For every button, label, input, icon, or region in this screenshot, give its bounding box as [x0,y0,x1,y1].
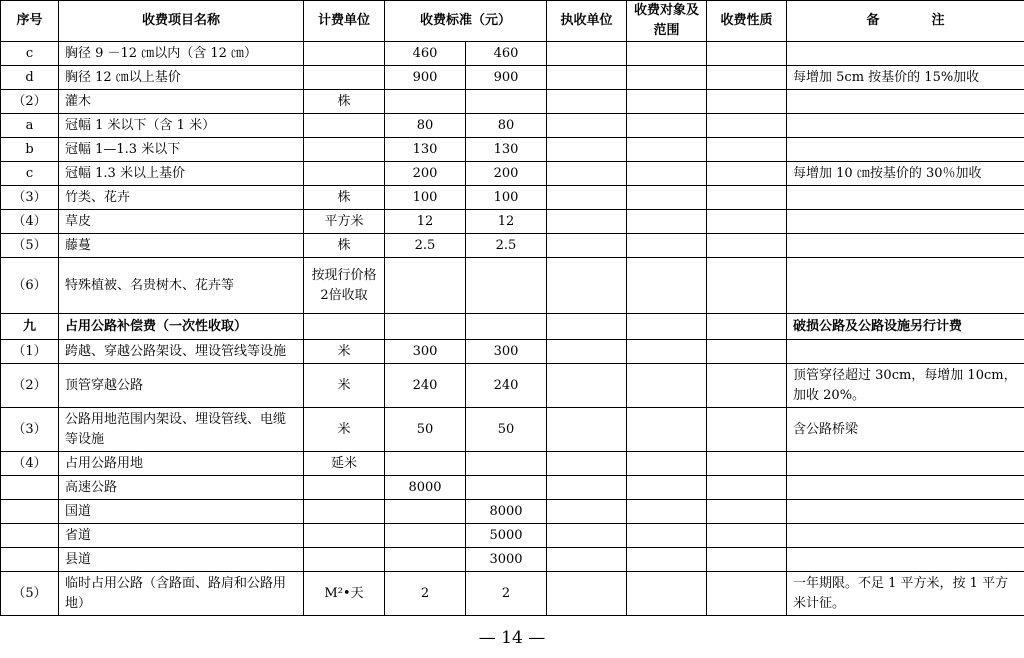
cell-standard-a: 460 [385,42,466,66]
cell-unit [304,548,385,572]
table-row [1,364,1024,408]
cell-scope [627,408,707,452]
cell-seq: b [1,138,59,162]
cell-unit [304,66,385,90]
cell-unit [304,114,385,138]
cell-standard-b [466,90,547,114]
cell-seq: d [1,66,59,90]
cell-agency [547,364,627,408]
table-row [1,572,1024,616]
cell-unit: 延米 [304,452,385,476]
cell-standard-b: 8000 [466,500,547,524]
cell-scope [627,258,707,314]
cell-unit [304,314,385,340]
cell-standard-a [385,314,466,340]
header-unit: 计费单位 [304,1,385,42]
cell-item: 顶管穿越公路 [59,364,304,408]
header-nature: 收费性质 [707,1,787,42]
header-scope: 收费对象及范围 [627,1,707,42]
cell-seq: （1） [1,340,59,364]
cell-seq: （2） [1,90,59,114]
cell-nature [707,572,787,616]
cell-standard-b: 3000 [466,548,547,572]
cell-scope [627,314,707,340]
cell-agency [547,314,627,340]
cell-note [787,258,1024,314]
cell-seq: （5） [1,234,59,258]
cell-item: 灌木 [59,90,304,114]
cell-unit: 按现行价格2倍收取 [304,258,385,314]
header-agency: 执收单位 [547,1,627,42]
cell-standard-b: 100 [466,186,547,210]
cell-agency [547,138,627,162]
cell-item: 跨越、穿越公路架设、埋设管线等设施 [59,340,304,364]
cell-seq: （4） [1,210,59,234]
cell-nature [707,114,787,138]
cell-seq: c [1,162,59,186]
cell-agency [547,500,627,524]
cell-note: 含公路桥梁 [787,408,1024,452]
cell-item: 冠幅 1 米以下（含 1 米） [59,114,304,138]
cell-nature [707,42,787,66]
cell-scope [627,186,707,210]
cell-standard-b [466,476,547,500]
cell-nature [707,548,787,572]
cell-standard-b: 300 [466,340,547,364]
table-row [1,314,1024,340]
cell-note [787,340,1024,364]
cell-item: 冠幅 1.3 米以上基价 [59,162,304,186]
table-row [1,500,1024,524]
cell-nature [707,234,787,258]
cell-unit: 米 [304,364,385,408]
cell-note [787,476,1024,500]
cell-item: 占用公路用地 [59,452,304,476]
cell-scope [627,364,707,408]
cell-agency [547,90,627,114]
table-row [1,548,1024,572]
cell-seq [1,500,59,524]
cell-unit [304,42,385,66]
cell-seq: c [1,42,59,66]
cell-nature [707,186,787,210]
cell-agency [547,114,627,138]
cell-standard-b: 460 [466,42,547,66]
table-row [1,90,1024,114]
cell-note [787,42,1024,66]
cell-standard-a: 80 [385,114,466,138]
table-row [1,524,1024,548]
cell-scope [627,42,707,66]
cell-nature [707,162,787,186]
cell-item: 临时占用公路（含路面、路肩和公路用地） [59,572,304,616]
cell-scope [627,162,707,186]
cell-agency [547,408,627,452]
cell-note [787,210,1024,234]
cell-note [787,452,1024,476]
cell-nature [707,340,787,364]
cell-scope [627,340,707,364]
cell-standard-a: 12 [385,210,466,234]
cell-standard-a [385,500,466,524]
cell-seq: a [1,114,59,138]
cell-agency [547,66,627,90]
cell-note: 破损公路及公路设施另行计费 [787,314,1024,340]
cell-agency [547,186,627,210]
cell-note [787,186,1024,210]
cell-item: 国道 [59,500,304,524]
cell-item: 胸径 12 ㎝以上基价 [59,66,304,90]
cell-scope [627,572,707,616]
cell-item: 藤蔓 [59,234,304,258]
cell-unit: M²•天 [304,572,385,616]
cell-standard-b: 50 [466,408,547,452]
cell-nature [707,364,787,408]
cell-seq: （3） [1,408,59,452]
cell-standard-b: 5000 [466,524,547,548]
cell-standard-b: 80 [466,114,547,138]
cell-scope [627,548,707,572]
cell-standard-a: 50 [385,408,466,452]
cell-agency [547,258,627,314]
cell-note: 顶管穿径超过 30cm，每增加 10cm，加收 20%。 [787,364,1024,408]
cell-standard-a: 130 [385,138,466,162]
cell-nature [707,314,787,340]
cell-agency [547,210,627,234]
cell-standard-b [466,452,547,476]
cell-nature [707,90,787,114]
table-row [1,114,1024,138]
cell-seq: （3） [1,186,59,210]
cell-unit [304,162,385,186]
cell-note: 一年期限。不足 1 平方米，按 1 平方米计征。 [787,572,1024,616]
cell-agency [547,476,627,500]
table-row [1,66,1024,90]
cell-unit: 株 [304,90,385,114]
cell-standard-a: 2.5 [385,234,466,258]
table-row [1,42,1024,66]
cell-scope [627,138,707,162]
cell-item: 竹类、花卉 [59,186,304,210]
cell-standard-b [466,258,547,314]
cell-item: 高速公路 [59,476,304,500]
table-row [1,476,1024,500]
cell-scope [627,476,707,500]
cell-unit [304,524,385,548]
cell-item: 特殊植被、名贵树木、花卉等 [59,258,304,314]
cell-unit [304,476,385,500]
cell-scope [627,90,707,114]
cell-seq [1,524,59,548]
cell-nature [707,66,787,90]
cell-note [787,234,1024,258]
cell-nature [707,210,787,234]
cell-seq: （2） [1,364,59,408]
cell-nature [707,408,787,452]
cell-nature [707,258,787,314]
cell-item: 县道 [59,548,304,572]
cell-standard-a: 8000 [385,476,466,500]
cell-item: 省道 [59,524,304,548]
cell-standard-a: 100 [385,186,466,210]
cell-unit: 株 [304,186,385,210]
cell-agency [547,234,627,258]
cell-note: 每增加 5cm 按基价的 15%加收 [787,66,1024,90]
cell-agency [547,572,627,616]
cell-standard-a [385,258,466,314]
cell-unit [304,500,385,524]
cell-nature [707,476,787,500]
cell-nature [707,500,787,524]
cell-unit [304,138,385,162]
cell-agency [547,340,627,364]
cell-seq: （5） [1,572,59,616]
cell-standard-b: 130 [466,138,547,162]
cell-nature [707,524,787,548]
header-seq: 序号 [1,1,59,42]
cell-note [787,548,1024,572]
cell-item: 占用公路补偿费（一次性收取） [59,314,304,340]
cell-standard-b [466,314,547,340]
cell-scope [627,114,707,138]
cell-note [787,524,1024,548]
header-standard: 收费标准（元） [385,1,547,42]
table-row [1,210,1024,234]
cell-standard-a: 200 [385,162,466,186]
cell-standard-a: 2 [385,572,466,616]
cell-standard-a [385,452,466,476]
cell-unit: 米 [304,408,385,452]
cell-scope [627,452,707,476]
table-row [1,234,1024,258]
table-row [1,340,1024,364]
cell-standard-b: 12 [466,210,547,234]
table-row [1,186,1024,210]
cell-standard-a: 300 [385,340,466,364]
cell-scope [627,66,707,90]
cell-item: 冠幅 1—1.3 米以下 [59,138,304,162]
cell-standard-a: 240 [385,364,466,408]
cell-seq [1,548,59,572]
cell-standard-b: 900 [466,66,547,90]
cell-note [787,114,1024,138]
header-notes [787,1,1024,42]
table-row [1,258,1024,314]
cell-note [787,90,1024,114]
page-number: — 14 — [478,628,546,648]
table-row [1,162,1024,186]
cell-standard-a: 900 [385,66,466,90]
cell-unit: 株 [304,234,385,258]
cell-nature [707,138,787,162]
header-notes-b: 注 [931,13,945,28]
table-row [1,408,1024,452]
cell-agency [547,452,627,476]
cell-scope [627,500,707,524]
cell-agency [547,42,627,66]
cell-note: 每增加 10 ㎝按基价的 30％加收 [787,162,1024,186]
cell-agency [547,524,627,548]
cell-standard-b: 200 [466,162,547,186]
cell-standard-b: 240 [466,364,547,408]
cell-item: 公路用地范围内架设、埋设管线、电缆等设施 [59,408,304,452]
cell-seq [1,476,59,500]
cell-item: 胸径 9 －12 ㎝以内（含 12 ㎝） [59,42,304,66]
table-header-row [1,1,1024,42]
cell-scope [627,210,707,234]
cell-standard-b: 2.5 [466,234,547,258]
cell-item: 草皮 [59,210,304,234]
cell-standard-a [385,90,466,114]
cell-agency [547,162,627,186]
cell-unit: 米 [304,340,385,364]
cell-standard-a [385,548,466,572]
cell-seq: 九 [1,314,59,340]
cell-nature [707,452,787,476]
cell-note [787,138,1024,162]
cell-unit: 平方米 [304,210,385,234]
cell-note [787,500,1024,524]
cell-seq: （4） [1,452,59,476]
header-notes-a: 备 [866,13,880,28]
header-item: 收费项目名称 [59,1,304,42]
cell-agency [547,548,627,572]
cell-standard-a [385,524,466,548]
cell-scope [627,234,707,258]
cell-seq: （6） [1,258,59,314]
cell-scope [627,524,707,548]
table-row [1,138,1024,162]
cell-standard-b: 2 [466,572,547,616]
table-row [1,452,1024,476]
